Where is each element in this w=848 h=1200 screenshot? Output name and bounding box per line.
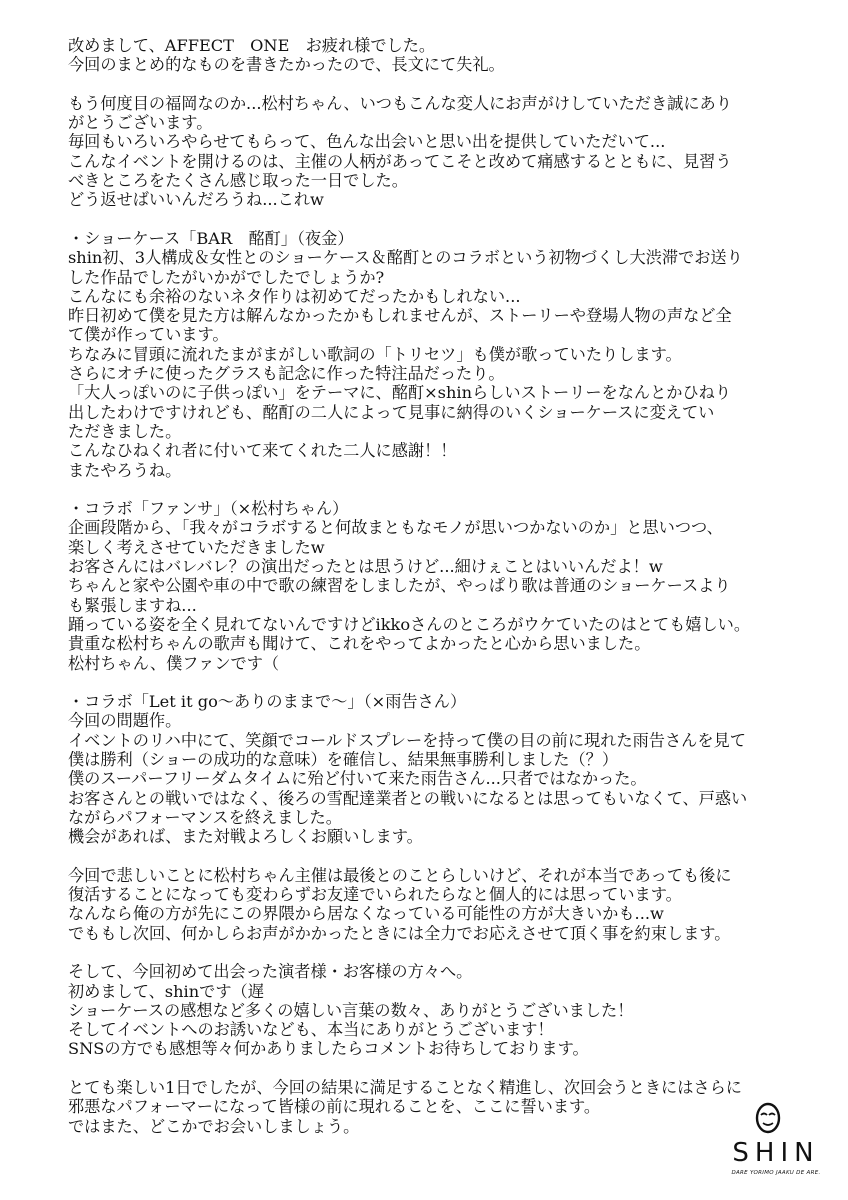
- text-line: 機会があれば、また対戦よろしくお願いします。: [68, 827, 423, 847]
- paragraph-gap: [68, 673, 788, 692]
- text-line: ・コラボ「ファンサ」（×松村ちゃん）: [68, 499, 349, 519]
- text-line: 毎回もいろいろやらせてもらって、色んな出会いと思い出を提供していただいて...: [68, 132, 666, 152]
- text-line: 復活することになっても変わらずお友達でいられたらなと個人的には思っています。: [68, 885, 682, 905]
- text-line: 邪悪なパフォーマーになって皆様の前に現れることを、ここに誓います。: [68, 1097, 601, 1117]
- paragraph-gap: [68, 210, 788, 229]
- text-line: ではまた、どこかでお会いしましょう。: [68, 1116, 360, 1136]
- text-line: 今回のまとめ的なものを書きたかったので、長文にて失礼。: [68, 55, 505, 75]
- text-line: こんなにも余裕のないネタ作りは初めてだったかもしれない...: [68, 286, 521, 306]
- signature-name: SHIN: [732, 1138, 820, 1168]
- text-line: こんなひねくれ者に付いて来てくれた二人に感謝！！: [68, 441, 457, 461]
- text-line: 改めまして、AFFECT ONE お疲れ様でした。: [68, 36, 436, 55]
- text-line: がとうございます。: [68, 113, 213, 133]
- text-line: も緊張しますね...: [68, 595, 197, 615]
- text-line: 企画段階から、「我々がコラボすると何故まともなモノが思いつかないのか」と思いつつ、: [68, 518, 723, 538]
- text-line: ながらパフォーマンスを終えました。: [68, 807, 342, 827]
- text-line: 今回で悲しいことに松村ちゃん主催は最後とのことらしいけど、それが本当であっても後に: [68, 865, 732, 885]
- text-line: 今回の問題作。: [68, 711, 182, 731]
- signature-tagline: DARE YORIMO JAAKU DE ARE.: [731, 1170, 821, 1176]
- signature-logo: [726, 1096, 826, 1186]
- text-line: 僕は勝利（ショーの成功的な意味）を確信し、結果無事勝利しました（？）: [68, 749, 619, 769]
- text-line: どう返せばいいんだろうね...これw: [68, 190, 324, 210]
- text-line: そしてイベントへのお誘いなども、本当にありがとうございます！: [68, 1020, 554, 1040]
- text-line: ただきました。: [68, 421, 182, 441]
- text-line: ・ショーケース「BAR 酩酊」（夜金）: [68, 228, 354, 248]
- paragraph-gap: [68, 846, 788, 865]
- text-line: でももし次回、何かしらお声がかかったときには全力でお応えさせて頂く事を約束します。: [68, 923, 731, 943]
- text-line: 貴重な松村ちゃんの歌声も聞けて、これをやってよかったと心から思いました。: [68, 634, 651, 654]
- text-line: 踊っている姿を全く見れてないんですけどikkoさんのところがウケていたのはとても嬉しい。: [68, 614, 751, 634]
- text-line: 僕のスーパーフリーダムタイムに殆ど付いて来た雨告さん...只者ではなかった。: [68, 769, 647, 789]
- text-line: SNSの方でも感想等々何かありましたらコメントお待ちしております。: [68, 1039, 589, 1059]
- text-line: て僕が作っています。: [68, 325, 229, 345]
- text-line: 「大人っぽいのに子供っぽい」をテーマに、酩酊×shinらしいストーリーをなんとかひねり: [68, 383, 732, 403]
- text-line: ショーケースの感想など多くの嬉しい言葉の数々、ありがとうございました！: [68, 1000, 634, 1020]
- text-line: お客さんにはバレバレ？の演出だったとは思うけど...細けぇことはいいんだよ！w: [68, 557, 663, 577]
- text-line: イベントのリハ中にて、笑顔でコールドスプレーを持って僕の目の前に現れた雨告さんを見て: [68, 730, 746, 750]
- text-line: 楽しく考えさせていただきましたw: [68, 537, 325, 557]
- paragraph-gap: [68, 480, 788, 499]
- mask-face-icon: [726, 1096, 826, 1140]
- text-line: 松村ちゃん、僕ファンです（: [68, 653, 280, 673]
- text-line: べきところをたくさん感じ取った一日でした。: [68, 171, 408, 191]
- text-line: とても楽しい1日でしたが、今回の結果に満足することなく精進し、次回会うときにはさらに: [68, 1078, 742, 1098]
- text-line: ・コラボ「Let it go～ありのままで～」（×雨告さん）: [68, 692, 467, 712]
- paragraph-gap: [68, 75, 788, 94]
- text-line: お客さんとの戦いではなく、後ろの雪配達業者との戦いになるとは思ってもいなくて、戸惑い: [68, 788, 748, 808]
- text-line: 昨日初めて僕を見た方は解んなかったかもしれませんが、ストーリーや登場人物の声など全: [68, 306, 732, 326]
- text-line: した作品でしたがいかがでしたでしょうか?: [68, 267, 385, 287]
- text-line: そして、今回初めて出会った演者様・お客様の方々へ。: [68, 962, 473, 982]
- text-line: さらにオチに使ったグラスも記念に作った特注品だったり。: [68, 364, 505, 384]
- letter-body: [68, 36, 788, 1136]
- text-line: shin初、3人構成＆女性とのショーケース＆酩酊とのコラボという初物づくし大渋滞でお送り: [68, 248, 743, 268]
- text-line: こんなイベントを開けるのは、主催の人柄があってこそと改めて痛感するとともに、見習う: [68, 151, 732, 171]
- text-line: ちなみに冒頭に流れたまがまがしい歌詞の「トリセツ」も僕が歌っていたりします。: [68, 344, 682, 364]
- text-line: なんなら俺の方が先にこの界隈から居なくなっている可能性の方が大きいかも...w: [68, 904, 664, 924]
- text-line: またやろうね。: [68, 460, 182, 480]
- text-line: ちゃんと家や公園や車の中で歌の練習をしましたが、やっぱり歌は普通のショーケースより: [68, 576, 731, 596]
- text-line: もう何度目の福岡なのか...松村ちゃん、いつもこんな変人にお声がけしていただき誠にあり: [68, 93, 732, 113]
- text-line: 初めまして、shinです（遅: [68, 981, 264, 1001]
- paragraph-gap: [68, 943, 788, 962]
- text-line: 出したわけですけれども、酩酊の二人によって見事に納得のいくショーケースに変えてい: [68, 402, 715, 422]
- paragraph-gap: [68, 1059, 788, 1078]
